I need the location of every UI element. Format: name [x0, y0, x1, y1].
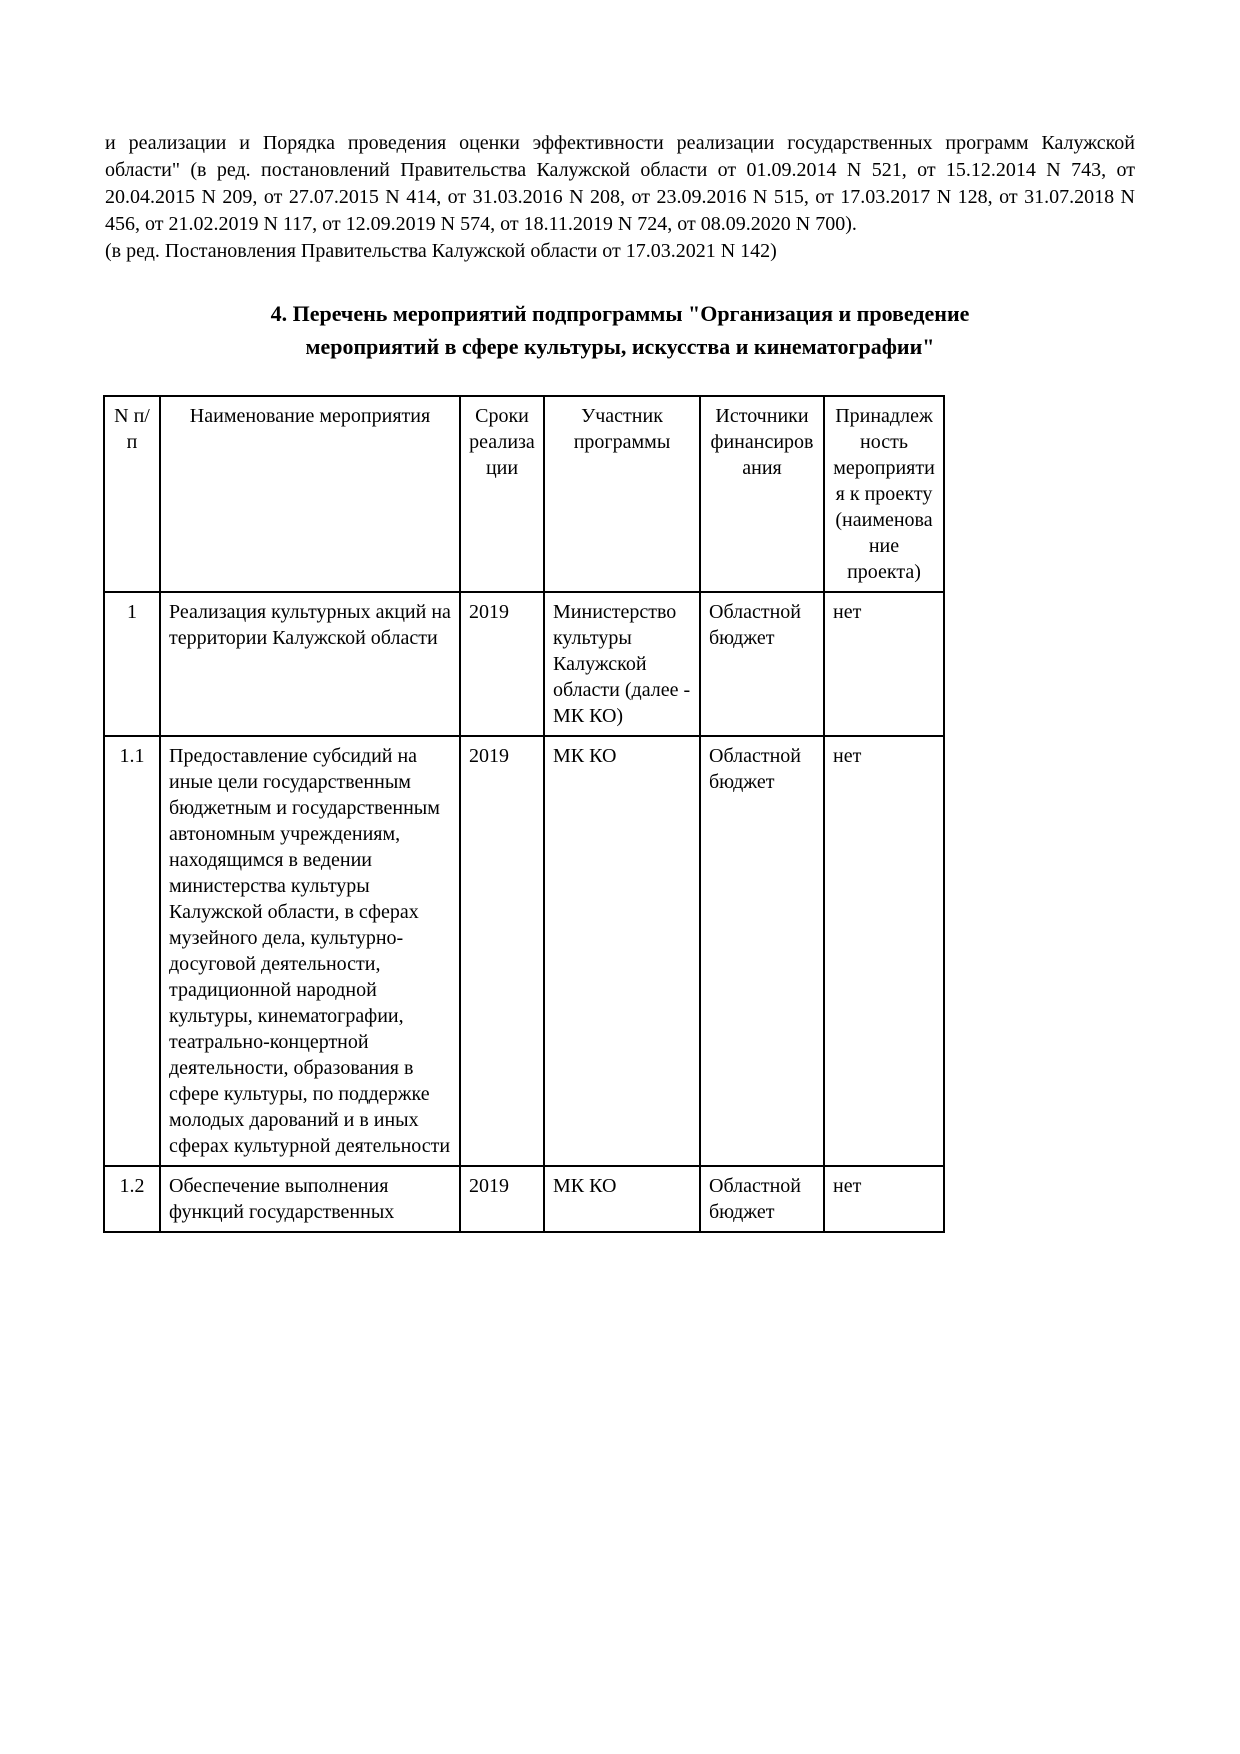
header-cell-source: Источники финансирования	[700, 396, 824, 592]
cell-participant: МК КО	[544, 736, 700, 1166]
section-heading: 4. Перечень мероприятий подпрограммы "Организация и проведение мероприятий в сфере культуры, искусства и кинематографии"	[270, 301, 970, 359]
table-header	[104, 396, 944, 592]
table-row	[104, 736, 944, 1166]
cell-project: нет	[824, 736, 944, 1166]
cell-num: 1	[104, 592, 160, 736]
header-cell-participant: Участник программы	[544, 396, 700, 592]
cell-source: Областной бюджет	[700, 592, 824, 736]
cell-num: 1.2	[104, 1166, 160, 1232]
measures-table	[103, 395, 945, 1233]
cell-period: 2019	[460, 1166, 544, 1232]
cell-name: Предоставление субсидий на иные цели государственным бюджетным и государственным автономным учреждениям, находящимся в ведении министерства культуры Калужской области, в сферах музейного дела, культурно-досуговой деятельности, традиционной народной культуры, кинематографии, театрально-концертной деятельности, образования в сфере культуры, по поддержке молодых дарований и в иных сферах культурной деятельности	[160, 736, 460, 1166]
cell-period: 2019	[460, 736, 544, 1166]
table-row	[104, 1166, 944, 1232]
cell-period: 2019	[460, 592, 544, 736]
cell-participant: Министерство культуры Калужской области (далее - МК КО)	[544, 592, 700, 736]
header-cell-num: N п/п	[104, 396, 160, 592]
cell-project: нет	[824, 1166, 944, 1232]
table-row	[104, 592, 944, 736]
cell-participant: МК КО	[544, 1166, 700, 1232]
table-header-row	[104, 396, 944, 592]
cell-name: Реализация культурных акций на территории Калужской области	[160, 592, 460, 736]
amendment-note: (в ред. Постановления Правительства Калужской области от 17.03.2021 N 142)	[105, 240, 777, 262]
intro-paragraph: и реализации и Порядка проведения оценки эффективности реализации государственных программ Калужской области" (в ред. постановлений Правительства Калужской области от 01.09.2014 N 521, от 15.12.2014 N 743, от 20.04.2015 N 209, от 27.07.2015 N 414, от 31.03.2016 N 208, от 23.09.2016 N 515, от 17.03.2017 N 128, от 31.07.2018 N 456, от 21.02.2019 N 117, от 12.09.2019 N 574, от 18.11.2019 N 724, от 08.09.2020 N 700).	[105, 132, 1135, 235]
cell-num: 1.1	[104, 736, 160, 1166]
header-cell-project: Принадлежность мероприятия к проекту (наименование проекта)	[824, 396, 944, 592]
table-body	[104, 592, 944, 1232]
cell-source: Областной бюджет	[700, 736, 824, 1166]
header-cell-period: Сроки реализации	[460, 396, 544, 592]
cell-project: нет	[824, 592, 944, 736]
cell-name: Обеспечение выполнения функций государственных	[160, 1166, 460, 1232]
cell-source: Областной бюджет	[700, 1166, 824, 1232]
header-cell-name: Наименование мероприятия	[160, 396, 460, 592]
